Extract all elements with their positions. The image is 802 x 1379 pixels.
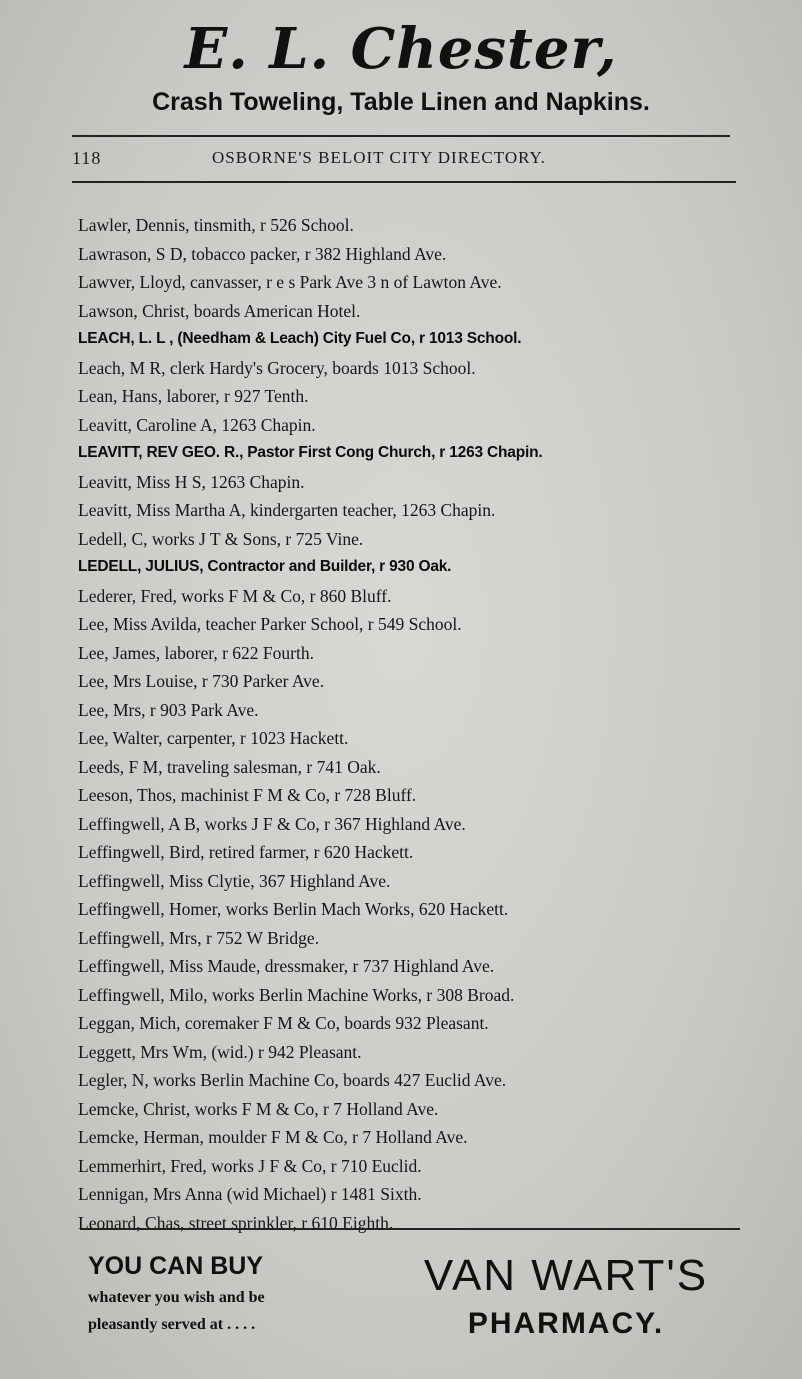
advertiser-tagline: Crash Toweling, Table Linen and Napkins. — [152, 88, 650, 116]
directory-entry: Lemcke, Herman, moulder F M & Co, r 7 Holland Ave. — [78, 1127, 468, 1147]
directory-entry: Lawver, Lloyd, canvasser, r e s Park Ave 3 n of Lawton Ave. — [78, 272, 502, 292]
directory-entry: Lederer, Fred, works F M & Co, r 860 Bluff. — [78, 585, 392, 606]
directory-entry: Lee, Walter, carpenter, r 1023 Hackett. — [78, 728, 349, 748]
pharmacy-name: VAN WART'S — [423, 1251, 709, 1300]
directory-entry: Lee, James, laborer, r 622 Fourth. — [78, 642, 314, 663]
directory-entry: Ledell, C, works J T & Sons, r 725 Vine. — [78, 528, 364, 549]
directory-entry: Leavitt, Caroline A, 1263 Chapin. — [78, 414, 316, 435]
directory-entry: Lee, Miss Avilda, teacher Parker School, r 549 School. — [78, 614, 462, 634]
directory-entry: Lean, Hans, laborer, r 927 Tenth. — [78, 386, 309, 406]
directory-entry: Leeson, Thos, machinist F M & Co, r 728 Bluff. — [78, 785, 417, 805]
footer-rule — [80, 1228, 740, 1230]
directory-entry: LEAVITT, REV GEO. R., Pastor First Cong Church, r 1263 Chapin. — [78, 444, 543, 461]
directory-entry: LEACH, L. L , (Needham & Leach) City Fuel Co, r 1013 School. — [78, 330, 522, 347]
directory-listings — [78, 211, 758, 1237]
directory-entry: Lee, Mrs Louise, r 730 Parker Ave. — [78, 671, 325, 691]
directory-entry: Lemcke, Christ, works F M & Co, r 7 Holland Ave. — [78, 1098, 439, 1119]
directory-title: OSBORNE'S BELOIT CITY DIRECTORY. — [212, 148, 546, 167]
directory-entry: Lemmerhirt, Fred, works J F & Co, r 710 Euclid. — [78, 1155, 422, 1176]
header-rule-bottom — [72, 181, 736, 183]
directory-entry: Leeds, F M, traveling salesman, r 741 Oak. — [78, 756, 381, 777]
pharmacy-label: PHARMACY. — [467, 1307, 665, 1340]
ad-heading: YOU CAN BUY — [88, 1252, 264, 1280]
directory-entry: Lawrason, S D, tobacco packer, r 382 Highland Ave. — [78, 243, 447, 264]
directory-entry: Leach, M R, clerk Hardy's Grocery, boards 1013 School. — [78, 357, 476, 378]
footer-ad-right — [380, 1248, 752, 1344]
directory-entry: Leffingwell, Miss Maude, dressmaker, r 737 Highland Ave. — [78, 956, 495, 976]
directory-entry: Leggan, Mich, coremaker F M & Co, boards 932 Pleasant. — [78, 1013, 489, 1033]
directory-entry: Leffingwell, Milo, works Berlin Machine Works, r 308 Broad. — [78, 984, 515, 1005]
header-rule-top — [72, 135, 730, 137]
running-head — [72, 148, 722, 174]
ad-line-2: pleasantly served at . . . . — [88, 1316, 256, 1333]
advertiser-name: E. L. Chester, — [184, 16, 618, 82]
directory-entry: Lee, Mrs, r 903 Park Ave. — [78, 699, 259, 720]
directory-entry: Leonard, Chas, street sprinkler, r 610 Eighth. — [78, 1212, 394, 1233]
page-number: 118 — [72, 148, 102, 168]
directory-entry: Leffingwell, Homer, works Berlin Mach Works, 620 Hackett. — [78, 899, 509, 919]
directory-entry: LEDELL, JULIUS, Contractor and Builder, r 930 Oak. — [78, 558, 452, 575]
directory-entry: Leffingwell, Miss Clytie, 367 Highland Ave. — [78, 870, 391, 891]
directory-entry: Leffingwell, Mrs, r 752 W Bridge. — [78, 927, 320, 948]
footer-ad-left — [88, 1248, 388, 1338]
directory-entry: Leffingwell, Bird, retired farmer, r 620 Hackett. — [78, 842, 414, 862]
directory-entry: Legler, N, works Berlin Machine Co, boards 427 Euclid Ave. — [78, 1070, 507, 1090]
directory-entry: Leffingwell, A B, works J F & Co, r 367 Highland Ave. — [78, 813, 466, 834]
directory-entry: Lawson, Christ, boards American Hotel. — [78, 300, 361, 321]
directory-entry: Lawler, Dennis, tinsmith, r 526 School. — [78, 215, 354, 235]
directory-entry: Leavitt, Miss H S, 1263 Chapin. — [78, 471, 305, 492]
directory-entry: Leggett, Mrs Wm, (wid.) r 942 Pleasant. — [78, 1041, 362, 1062]
directory-entry: Lennigan, Mrs Anna (wid Michael) r 1481 Sixth. — [78, 1184, 422, 1204]
ad-line-1: whatever you wish and be — [88, 1289, 265, 1306]
directory-entry: Leavitt, Miss Martha A, kindergarten teacher, 1263 Chapin. — [78, 500, 496, 520]
